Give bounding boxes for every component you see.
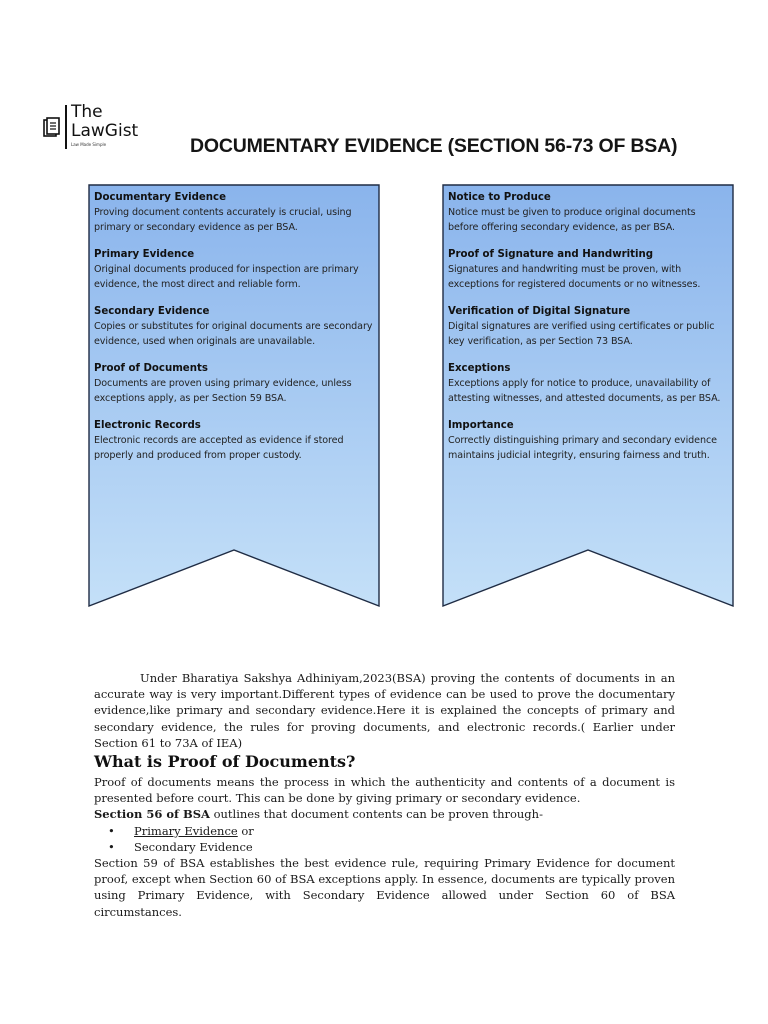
section-documentary-evidence [94, 191, 374, 235]
evidence-list [94, 823, 675, 855]
section-text: Copies or substitutes for original documents are secondary evidence, used when originals are unavailable. [94, 321, 373, 347]
section-title: Primary Evidence [94, 249, 195, 260]
section-title: Notice to Produce [448, 192, 551, 203]
logo-text-name: LawGist [71, 121, 139, 141]
primary-evidence-link[interactable]: Primary Evidence [134, 823, 238, 838]
section-text: Exceptions apply for notice to produce, unavailability of attesting witnesses, and attested documents, as per BSA. [448, 378, 721, 404]
section-text: Original documents produced for inspection are primary evidence, the most direct and reliable form. [94, 264, 359, 290]
section-electronic-records [94, 419, 374, 463]
section-digital-signature [448, 305, 728, 349]
section-text: Digital signatures are verified using certificates or public key verification, as per Section 73 BSA. [448, 321, 715, 347]
section-title: Documentary Evidence [94, 192, 226, 203]
intro-paragraph: Under Bharatiya Sakshya Adhiniyam,2023(BSA) proving the contents of documents in an accurate way is very important.Different types of evidence can be used to prove the documentary evidence,like primary and secondary evidence.Here it is explained the concepts of primary and secondary evidence, the rules for proving documents, and electronic records.( Earlier under Section 61 to 73A of IEA) [94, 671, 675, 750]
section-title: Proof of Documents [94, 363, 208, 374]
section-proof-of-documents [94, 362, 374, 406]
logo-text-the: The [71, 102, 103, 122]
section-59-paragraph: Section 59 of BSA establishes the best evidence rule, requiring Primary Evidence for document proof, except when Section 60 of BSA exceptions apply. In essence, documents are typically proven using Primary Evidence, with Secondary Evidence allowed under Section 60 of BSA circumstances. [94, 856, 675, 919]
section-title: Electronic Records [94, 420, 201, 431]
section-importance [448, 419, 728, 463]
section-notice-to-produce [448, 191, 728, 235]
section-title: Secondary Evidence [94, 306, 210, 317]
section-text: Documents are proven using primary evidence, unless exceptions apply, as per Section 59 BSA. [94, 378, 352, 404]
section-56-text: outlines that document contents can be proven through- [209, 807, 543, 822]
section-title: Exceptions [448, 363, 511, 374]
section-56-label: Section 56 of BSA [94, 807, 210, 822]
list-item-text: or [237, 823, 254, 838]
logo-divider [65, 105, 67, 149]
right-banner [442, 184, 734, 608]
section-title: Proof of Signature and Handwriting [448, 249, 654, 260]
section-proof-of-signature [448, 248, 728, 292]
section-heading: What is Proof of Documents? [94, 752, 356, 772]
section-secondary-evidence [94, 305, 374, 349]
logo [42, 103, 152, 151]
section-56-paragraph [94, 806, 675, 822]
section-text: Signatures and handwriting must be proven, with exceptions for registered documents or no witnesses. [448, 264, 701, 290]
section-text: Notice must be given to produce original documents before offering secondary evidence, as per BSA. [448, 207, 696, 233]
logo-tagline: Law Made Simple [71, 142, 107, 147]
page-title: DOCUMENTARY EVIDENCE (SECTION 56-73 OF BSA) [190, 135, 678, 157]
list-item [134, 839, 675, 855]
list-item-text: Secondary Evidence [134, 839, 253, 854]
list-item [134, 823, 675, 839]
section-text: Correctly distinguishing primary and secondary evidence maintains judicial integrity, ensuring fairness and truth. [448, 435, 717, 461]
section-text: Proving document contents accurately is crucial, using primary or secondary evidence as per BSA. [94, 207, 352, 233]
right-banner-content [448, 191, 728, 476]
left-banner [88, 184, 380, 608]
section-exceptions [448, 362, 728, 406]
left-banner-content [94, 191, 374, 476]
section-title: Verification of Digital Signature [448, 306, 631, 317]
section-title: Importance [448, 420, 514, 431]
section-primary-evidence [94, 248, 374, 292]
book-icon [42, 117, 62, 139]
section-text: Electronic records are accepted as evidence if stored properly and produced from proper custody. [94, 435, 344, 461]
proof-paragraph: Proof of documents means the process in which the authenticity and contents of a document is presented before court. This can be done by giving primary or secondary evidence. [94, 775, 675, 806]
article-body [94, 670, 675, 920]
